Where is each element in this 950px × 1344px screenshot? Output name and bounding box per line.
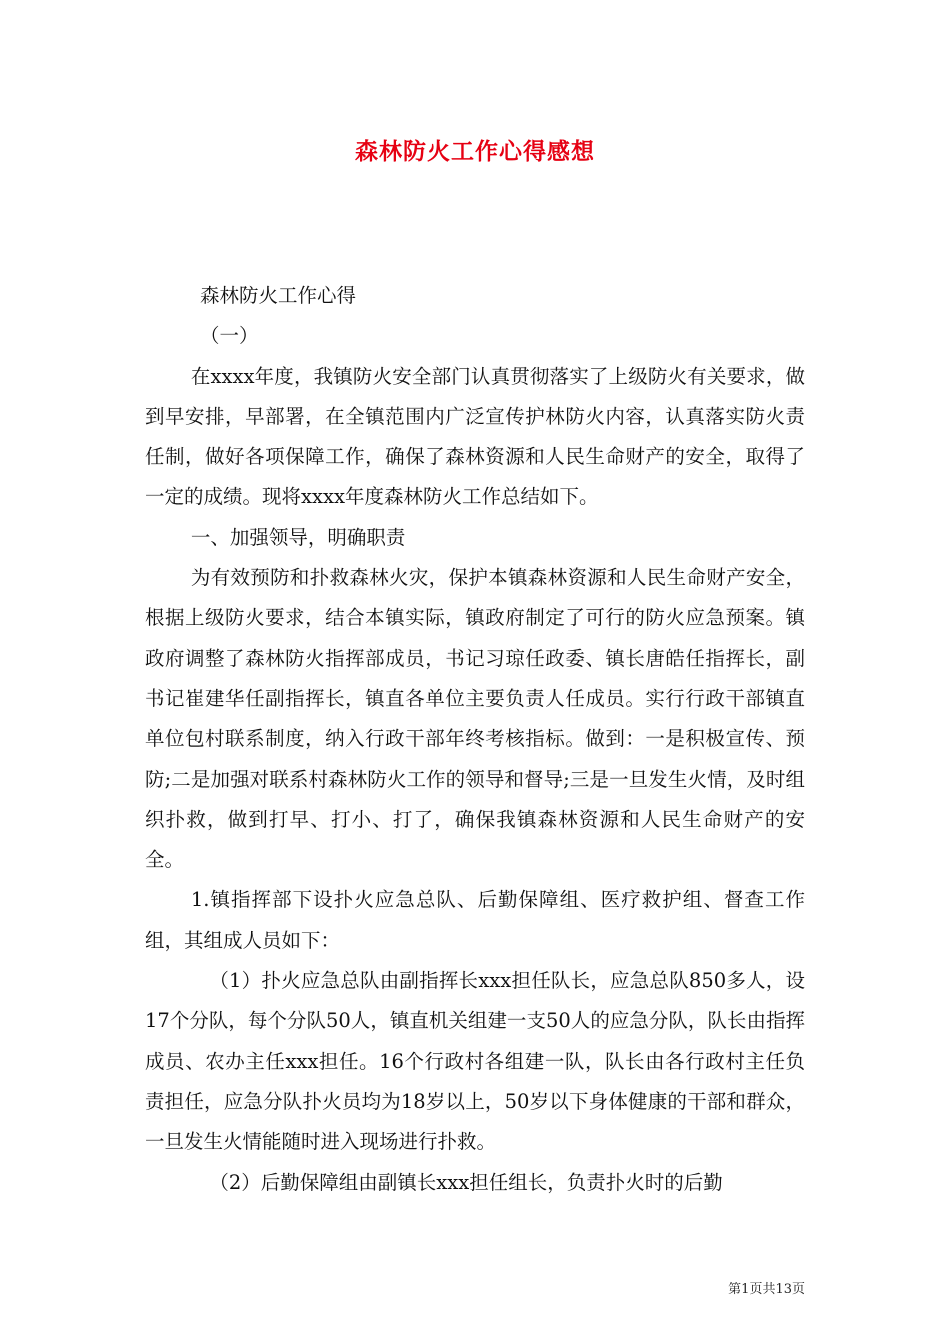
section-heading: 一、加强领导，明确职责 xyxy=(190,525,406,549)
document-subtitle: 森林防火工作心得 xyxy=(200,284,357,307)
document-title: 森林防火工作心得感想 xyxy=(355,139,595,165)
section-number: （一） xyxy=(200,324,259,348)
paragraph-leadership: 为有效预防和扑救森林火灾，保护本镇森林资源和人民生命财产安全，根据上级防火要求，结合本镇实际，镇政府制定了可行的防火应急预案。镇政府调整了森林防火指挥部成员，书记习琼任政委、镇长唐皓任指挥长，副书记崔建华任副指挥长，镇直各单位主要负责人任成员。实行行政干部镇直单位包村联系制度，纳入行政干部年终考核指标。做到：一是积极宣传、预防;二是加强对联系村森林防火工作的领导和督导;三是一旦发生火情，及时组织扑救，做到打早、打小、打了，确保我镇森林资源和人民生命财产的安全。 xyxy=(145,566,805,872)
document-body xyxy=(145,276,805,1203)
paragraph-item-2: （2）后勤保障组由副镇长xxx担任组长，负责扑火时的后勤 xyxy=(209,1170,723,1194)
paragraph-item-1: （1）扑火应急总队由副指挥长xxx担任队长，应急总队850多人，设17个分队，每个分队50人，镇直机关组建一支50人的应急分队，队长由指挥成员、农办主任xxx担任。16个行政村各组建一队，队长由各行政村主任负责担任，应急分队扑火员均为18岁以上，50岁以下身体健康的干部和群众，一旦发生火情能随时进入现场进行扑救。 xyxy=(145,969,805,1154)
paragraph-intro: 在xxxx年度，我镇防火安全部门认真贯彻落实了上级防火有关要求，做到早安排，早部署，在全镇范围内广泛宣传护林防火内容，认真落实防火责任制，做好各项保障工作，确保了森林资源和人民生命财产的安全，取得了一定的成绩。现将xxxx年度森林防火工作总结如下。 xyxy=(145,364,805,509)
paragraph-structure: 1.镇指挥部下设扑火应急总队、后勤保障组、医疗救护组、督查工作组，其组成人员如下： xyxy=(145,888,805,952)
page-indicator: 第1页共13页 xyxy=(728,1282,805,1297)
